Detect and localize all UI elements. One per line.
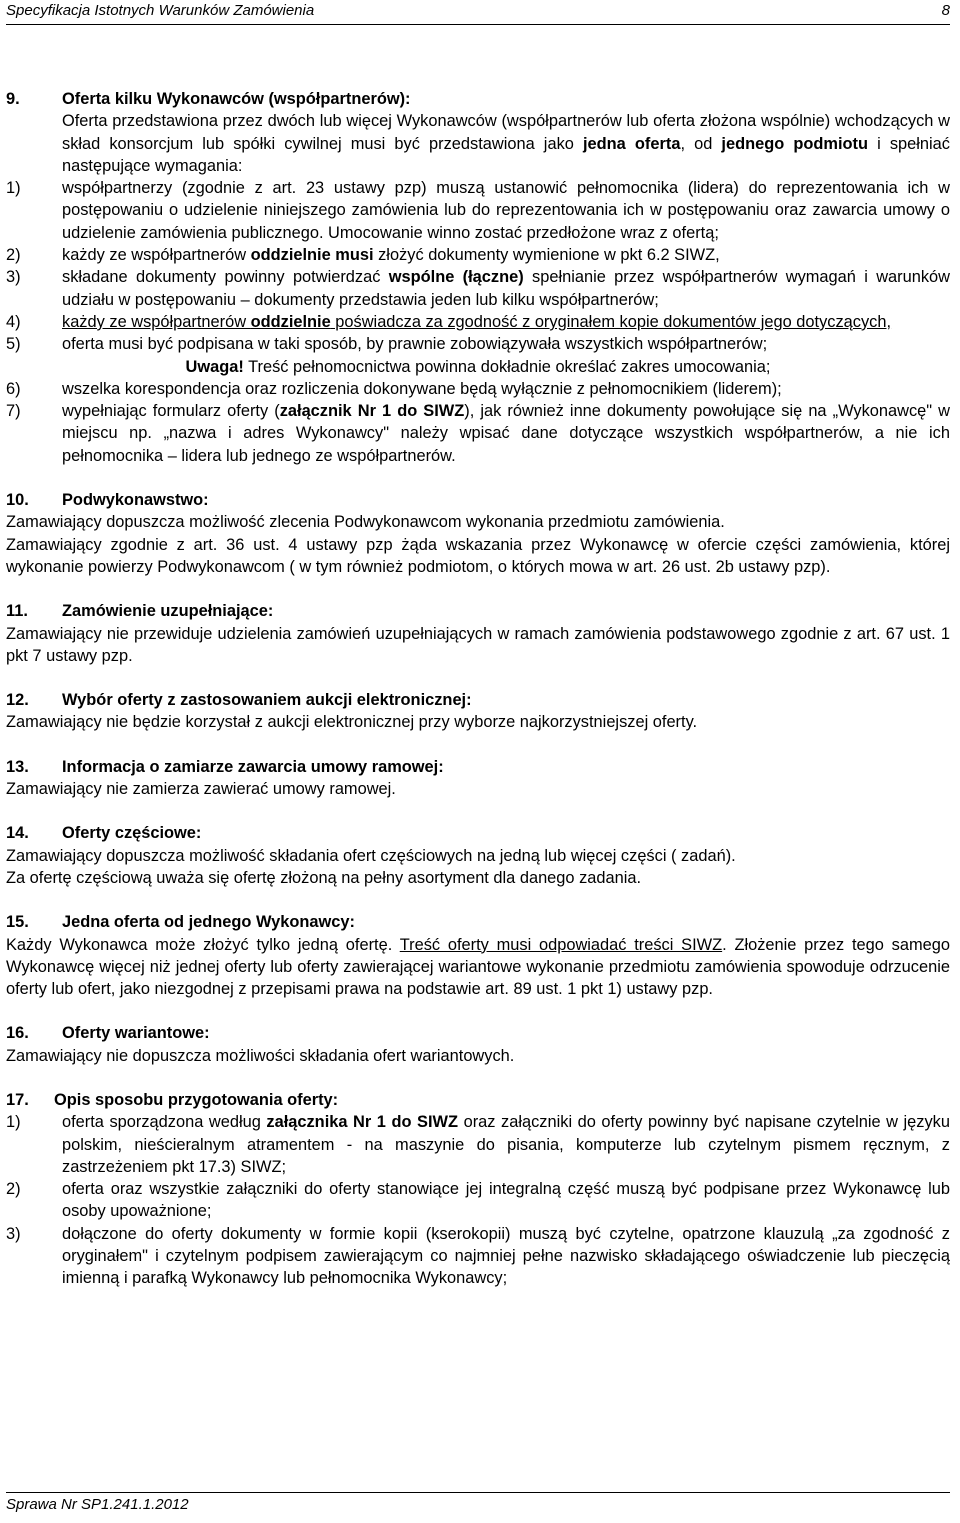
document-title: Specyfikacja Istotnych Warunków Zamówienia bbox=[6, 2, 315, 19]
list-item: 1) współpartnerzy (zgodnie z art. 23 ustawy pzp) muszą ustanowić pełnomocnika (lidera) do reprezentowania ich w postępowaniu o udzielenie niniejszego zamówienia lub do reprezentowania ich w postępowaniu oraz zawarcia umowy o udzielenie zamówienia publicznego. Umocowanie winno zostać przedłożone wraz z ofertą; bbox=[6, 179, 950, 242]
list-item: 6) wszelka korespondencja oraz rozliczenia dokonywane będą wyłącznie z pełnomocnikiem (liderem); bbox=[6, 379, 782, 398]
paragraph: Zamawiający zgodnie z art. 36 ust. 4 ustawy pzp żąda wskazania przez Wykonawcę w ofercie części zamówienia, której wykonanie powierzy Podwykonawcom ( w tym również podmiotom, o których mowa w art. 26 ust. 2b ustawy pzp). bbox=[6, 535, 950, 576]
paragraph: Zamawiający dopuszcza możliwość składania ofert częściowych na jedną lub więcej części ( zadań). bbox=[6, 846, 736, 865]
section-heading: 17. Opis sposobu przygotowania oferty: bbox=[6, 1090, 339, 1109]
page-footer bbox=[6, 1492, 950, 1513]
list-item: 7) wypełniając formularz oferty (załącznik Nr 1 do SIWZ), jak również inne dokumenty powołujące się na „Wykonawcę" w miejscu np. „nazwa i adres Wykonawcy" należy wpisać dane dotyczące wszystkich współpartnerów, a nie ich pełnomocnika – lidera lub jednego ze współpartnerów. bbox=[6, 402, 951, 465]
document-body bbox=[6, 88, 950, 1312]
section-9 bbox=[6, 88, 950, 467]
section-12 bbox=[6, 689, 950, 734]
section-heading: 10. Podwykonawstwo: bbox=[6, 491, 209, 510]
list-item: 4) każdy ze współpartnerów oddzielnie poświadcza za zgodność z oryginałem kopie dokumentów jego dotyczących, bbox=[6, 312, 892, 331]
section-17 bbox=[6, 1089, 950, 1290]
section-heading: 12. Wybór oferty z zastosowaniem aukcji elektronicznej: bbox=[6, 691, 472, 710]
section-heading: 9. Oferta kilku Wykonawców (współpartnerów): bbox=[6, 90, 411, 108]
list-item: 3) składane dokumenty powinny potwierdzać wspólne (łączne) spełnianie przez współpartnerów wymagań i warunków udziału w postępowaniu – dokumenty przedstawia jeden lub kilku współpartnerów; bbox=[6, 268, 950, 309]
paragraph: Każdy Wykonawca może złożyć tylko jedną ofertę. Treść oferty musi odpowiadać treści SIWZ. Złożenie przez tego samego Wykonawcę więcej niż jednej oferty lub oferty zawierającej wariantowe wykonanie przedmiotu zamówienia spowoduje odrzucenie oferty lub ofert, jako niezgodnej z przepisami prawa na podstawie art. 89 ust. 1 pkt 1) ustawy pzp. bbox=[6, 935, 950, 999]
section-heading: 15. Jedna oferta od jednego Wykonawcy: bbox=[6, 913, 355, 932]
paragraph: Zamawiający nie będzie korzystał z aukcji elektronicznej przy wyborze najkorzystniejszej oferty. bbox=[6, 713, 698, 732]
case-number: Sprawa Nr SP1.241.1.2012 bbox=[6, 1496, 189, 1513]
list-item: 2) oferta oraz wszystkie załączniki do oferty stanowiące jej integralną część muszą być podpisane przez Wykonawcę lub osoby upoważnione; bbox=[6, 1180, 950, 1221]
section-heading: 13. Informacja o zamiarze zawarcia umowy ramowej: bbox=[6, 757, 444, 776]
page-header bbox=[6, 0, 950, 25]
section-14 bbox=[6, 822, 950, 889]
paragraph: Zamawiający dopuszcza możliwość zlecenia Podwykonawcom wykonania przedmiotu zamówienia. bbox=[6, 513, 725, 532]
section-heading: 16. Oferty wariantowe: bbox=[6, 1024, 210, 1043]
list-item: 3) dołączone do oferty dokumenty w formie kopii (kserokopii) muszą być czytelne, opatrzone klauzulą „za zgodność z oryginałem" i czytelnym podpisem zawierającym co najmniej pełne nazwisko składającego oświadczenie lub pieczęcią imienną i parafką Wykonawcy lub pełnomocnika Wykonawcy; bbox=[6, 1224, 950, 1288]
paragraph: Zamawiający nie zamierza zawierać umowy ramowej. bbox=[6, 780, 396, 799]
list-item: 1) oferta sporządzona według załącznika Nr 1 do SIWZ oraz załączniki do oferty powinny być napisane czytelnie w języku polskim, nieścieralnym atramentem - na maszynie do pisania, komputerze lub czytelnym pismem ręcznym, z zastrzeżeniem pkt 17.3) SIWZ; bbox=[6, 1113, 950, 1176]
list-item: 2) każdy ze współpartnerów oddzielnie musi złożyć dokumenty wymienione w pkt 6.2 SIWZ, bbox=[6, 246, 720, 265]
section-11 bbox=[6, 600, 950, 667]
paragraph: Oferta przedstawiona przez dwóch lub więcej Wykonawców (współpartnerów lub oferta złożona wspólnie) wchodzących w skład konsorcjum lub spółki cywilnej musi być przedstawiona jako jedna oferta, od jednego podmiotu i spełniać następujące wymagania: bbox=[62, 112, 950, 175]
warning-note: Uwaga! Treść pełnomocnictwa powinna dokładnie określać zakres umocowania; bbox=[185, 357, 771, 376]
section-heading: 14. Oferty częściowe: bbox=[6, 824, 202, 843]
paragraph: Zamawiający nie dopuszcza możliwości składania ofert wariantowych. bbox=[6, 1046, 515, 1065]
paragraph: Zamawiający nie przewiduje udzielenia zamówień uzupełniających w ramach zamówienia podstawowego zgodnie z art. 67 ust. 1 pkt 7 ustawy pzp. bbox=[6, 624, 950, 665]
section-16 bbox=[6, 1022, 950, 1067]
list-item: 5) oferta musi być podpisana w taki sposób, by prawnie zobowiązywała wszystkich współpartnerów; bbox=[6, 335, 768, 354]
page-number: 8 bbox=[941, 2, 950, 19]
section-10 bbox=[6, 489, 950, 578]
section-heading: 11. Zamówienie uzupełniające: bbox=[6, 602, 274, 621]
section-13 bbox=[6, 756, 950, 801]
section-15 bbox=[6, 911, 950, 1000]
paragraph: Za ofertę częściową uważa się ofertę złożoną na pełny asortyment dla danego zadania. bbox=[6, 868, 642, 887]
